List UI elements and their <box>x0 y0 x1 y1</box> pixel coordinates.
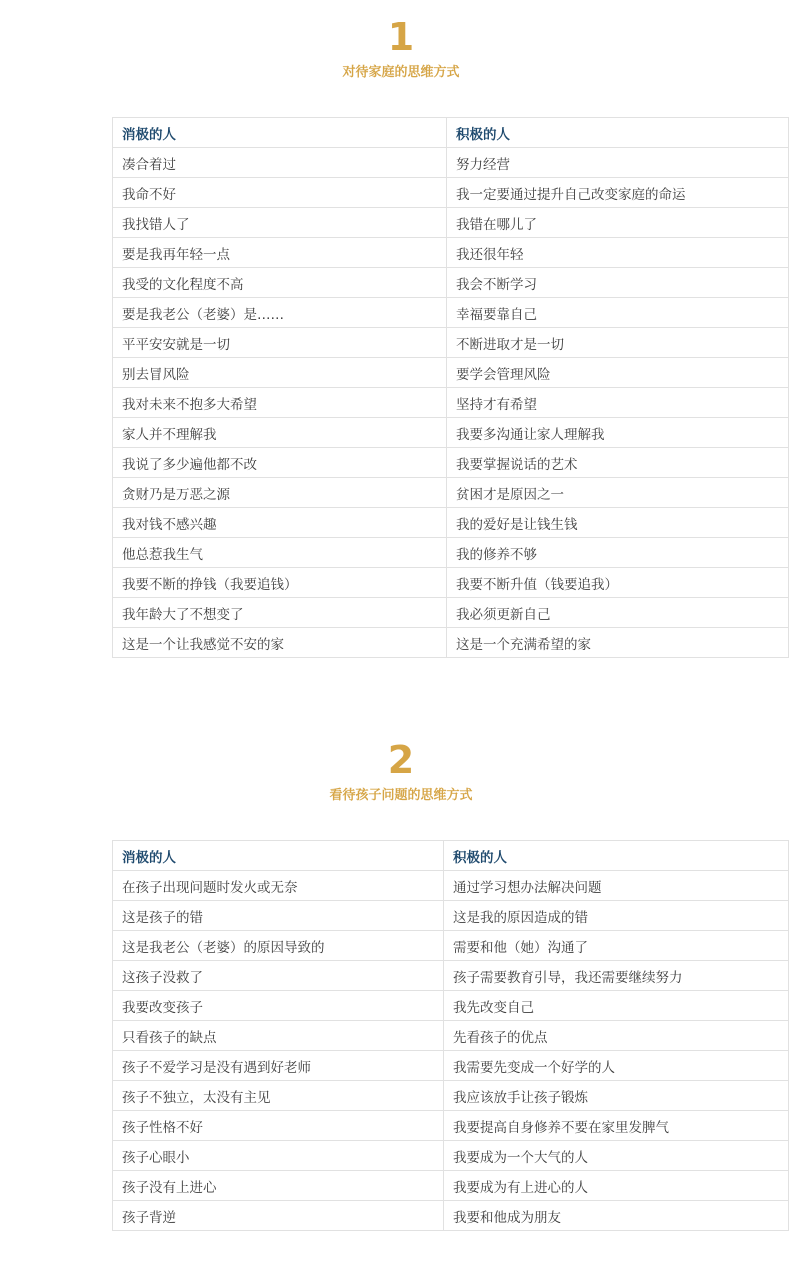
positive-cell: 贫困才是原因之一 <box>447 478 789 508</box>
table-row <box>113 178 789 208</box>
positive-cell: 幸福要靠自己 <box>447 298 789 328</box>
positive-cell: 我会不断学习 <box>447 268 789 298</box>
table-row <box>113 568 789 598</box>
negative-cell: 在孩子出现问题时发火或无奈 <box>113 871 444 901</box>
header-positive: 积极的人 <box>447 118 789 148</box>
comparison-table <box>112 840 789 1231</box>
negative-cell: 要是我老公（老婆）是…… <box>113 298 447 328</box>
positive-cell: 这是我的原因造成的错 <box>444 901 789 931</box>
table-row <box>113 448 789 478</box>
negative-cell: 别去冒风险 <box>113 358 447 388</box>
negative-cell: 我对钱不感兴趣 <box>113 508 447 538</box>
header-positive: 积极的人 <box>444 841 789 871</box>
negative-cell: 贪财乃是万恶之源 <box>113 478 447 508</box>
negative-cell: 凑合着过 <box>113 148 447 178</box>
negative-cell: 这是一个让我感觉不安的家 <box>113 628 447 658</box>
table-row <box>113 268 789 298</box>
negative-cell: 我找错人了 <box>113 208 447 238</box>
table-row <box>113 628 789 658</box>
section-number: 1 <box>387 15 415 59</box>
negative-cell: 我年龄大了不想变了 <box>113 598 447 628</box>
table-row <box>113 1171 789 1201</box>
table-row <box>113 1081 789 1111</box>
section-title: 对待家庭的思维方式 <box>342 65 460 80</box>
negative-cell: 孩子背逆 <box>113 1201 444 1231</box>
positive-cell: 我的爱好是让钱生钱 <box>447 508 789 538</box>
positive-cell: 需要和他（她）沟通了 <box>444 931 789 961</box>
table-row <box>113 508 789 538</box>
positive-cell: 不断进取才是一切 <box>447 328 789 358</box>
table-row <box>113 1141 789 1171</box>
positive-cell: 我先改变自己 <box>444 991 789 1021</box>
table-row <box>113 418 789 448</box>
table-header-row <box>113 118 789 148</box>
positive-cell: 我应该放手让孩子锻炼 <box>444 1081 789 1111</box>
positive-cell: 我要成为一个大气的人 <box>444 1141 789 1171</box>
table-header-row <box>113 841 789 871</box>
table-row <box>113 358 789 388</box>
positive-cell: 先看孩子的优点 <box>444 1021 789 1051</box>
negative-cell: 他总惹我生气 <box>113 538 447 568</box>
table-row <box>113 1201 789 1231</box>
table-row <box>113 148 789 178</box>
section-number: 2 <box>387 738 415 782</box>
table-row <box>113 238 789 268</box>
negative-cell: 孩子没有上进心 <box>113 1171 444 1201</box>
comparison-table <box>112 117 789 658</box>
positive-cell: 我必须更新自己 <box>447 598 789 628</box>
table-row <box>113 328 789 358</box>
positive-cell: 我要成为有上进心的人 <box>444 1171 789 1201</box>
table-row <box>113 961 789 991</box>
negative-cell: 我说了多少遍他都不改 <box>113 448 447 478</box>
table-row <box>113 871 789 901</box>
negative-cell: 这是我老公（老婆）的原因导致的 <box>113 931 444 961</box>
negative-cell: 平平安安就是一切 <box>113 328 447 358</box>
positive-cell: 坚持才有希望 <box>447 388 789 418</box>
negative-cell: 要是我再年轻一点 <box>113 238 447 268</box>
negative-cell: 家人并不理解我 <box>113 418 447 448</box>
table-row <box>113 931 789 961</box>
positive-cell: 我的修养不够 <box>447 538 789 568</box>
table-row <box>113 478 789 508</box>
positive-cell: 我错在哪儿了 <box>447 208 789 238</box>
table-row <box>113 298 789 328</box>
positive-cell: 这是一个充满希望的家 <box>447 628 789 658</box>
positive-cell: 通过学习想办法解决问题 <box>444 871 789 901</box>
negative-cell: 孩子不爱学习是没有遇到好老师 <box>113 1051 444 1081</box>
positive-cell: 我要和他成为朋友 <box>444 1201 789 1231</box>
negative-cell: 我对未来不抱多大希望 <box>113 388 447 418</box>
negative-cell: 孩子不独立，太没有主见 <box>113 1081 444 1111</box>
positive-cell: 我需要先变成一个好学的人 <box>444 1051 789 1081</box>
table-row <box>113 388 789 418</box>
table-row <box>113 208 789 238</box>
positive-cell: 孩子需要教育引导，我还需要继续努力 <box>444 961 789 991</box>
positive-cell: 我要提高自身修养不要在家里发脾气 <box>444 1111 789 1141</box>
table-row <box>113 991 789 1021</box>
negative-cell: 只看孩子的缺点 <box>113 1021 444 1051</box>
negative-cell: 这是孩子的错 <box>113 901 444 931</box>
table-row <box>113 1051 789 1081</box>
negative-cell: 孩子心眼小 <box>113 1141 444 1171</box>
table-row <box>113 598 789 628</box>
table-row <box>113 538 789 568</box>
negative-cell: 我要不断的挣钱（我要追钱） <box>113 568 447 598</box>
positive-cell: 我一定要通过提升自己改变家庭的命运 <box>447 178 789 208</box>
table-row <box>113 1111 789 1141</box>
positive-cell: 要学会管理风险 <box>447 358 789 388</box>
negative-cell: 我受的文化程度不高 <box>113 268 447 298</box>
negative-cell: 孩子性格不好 <box>113 1111 444 1141</box>
table-row <box>113 901 789 931</box>
positive-cell: 我要不断升值（钱要追我） <box>447 568 789 598</box>
positive-cell: 我还很年轻 <box>447 238 789 268</box>
negative-cell: 我命不好 <box>113 178 447 208</box>
negative-cell: 这孩子没救了 <box>113 961 444 991</box>
negative-cell: 我要改变孩子 <box>113 991 444 1021</box>
positive-cell: 我要掌握说话的艺术 <box>447 448 789 478</box>
section-title: 看待孩子问题的思维方式 <box>329 788 473 803</box>
table-row <box>113 1021 789 1051</box>
header-negative: 消极的人 <box>113 841 444 871</box>
positive-cell: 努力经营 <box>447 148 789 178</box>
positive-cell: 我要多沟通让家人理解我 <box>447 418 789 448</box>
header-negative: 消极的人 <box>113 118 447 148</box>
